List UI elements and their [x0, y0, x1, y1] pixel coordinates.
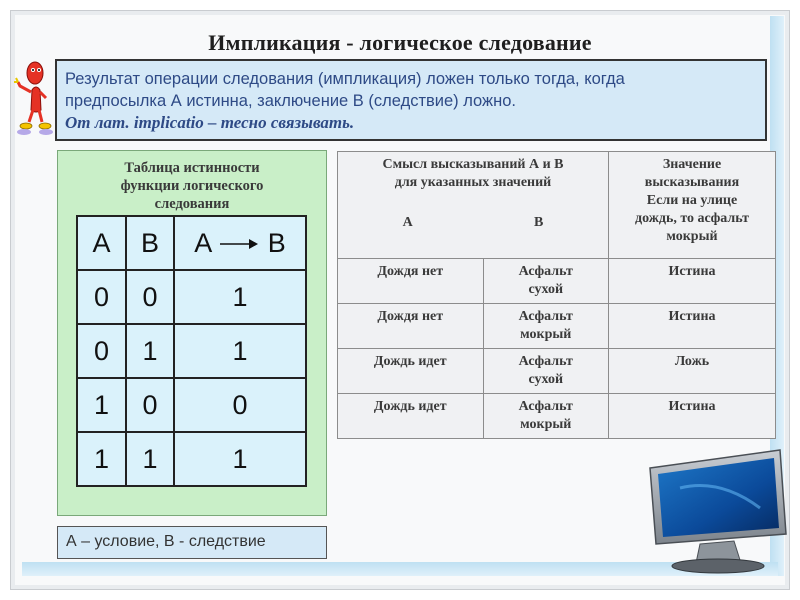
truth-table-panel: [57, 150, 327, 516]
meaning-table: [337, 151, 776, 439]
header-a-label: А: [402, 215, 413, 230]
truth-table: [76, 215, 307, 487]
table-row: 0 1 1: [77, 324, 306, 378]
table-row: Дождь идет Асфальт сухой Ложь: [338, 349, 776, 394]
table-row: 0 0 1: [77, 270, 306, 324]
table-row: Дождь идет Асфальт мокрый Истина: [338, 394, 776, 439]
arrow-right-icon: [219, 237, 259, 251]
meaning-table-header-row: [338, 152, 776, 259]
red-character-icon: [14, 60, 54, 135]
table-row: Дождя нет Асфальт сухой Истина: [338, 259, 776, 304]
truth-table-title: Таблица истинности функции логического следования: [120, 160, 264, 212]
table-row: 1 0 0: [77, 378, 306, 432]
computer-monitor-icon: [640, 448, 790, 578]
definition-etymology: От лат. implicatio – тесно связывать.: [65, 113, 355, 132]
table-row: 1 1 1: [77, 432, 306, 486]
header-meaning: Смысл высказываний А и В для указанных значений А В: [338, 152, 609, 259]
header-a: A: [77, 216, 126, 270]
header-value: Значение высказывания Если на улице дождь, то асфальт мокрый: [609, 152, 776, 259]
header-b: B: [126, 216, 174, 270]
header-b-label: В: [534, 215, 544, 230]
slide-title: Импликация - логическое следование: [208, 30, 592, 55]
truth-table-header-row: [77, 216, 306, 270]
definition-box: [55, 59, 767, 141]
definition-line-1: Результат операции следования (импликация) ложен только тогда, когда: [65, 70, 625, 88]
condition-note: А – условие, В - следствие: [57, 526, 327, 559]
table-row: Дождя нет Асфальт мокрый Истина: [338, 304, 776, 349]
definition-line-2: предпосылка А истинна, заключение В (следствие) ложно.: [65, 92, 516, 110]
header-implication: A B: [174, 216, 306, 270]
